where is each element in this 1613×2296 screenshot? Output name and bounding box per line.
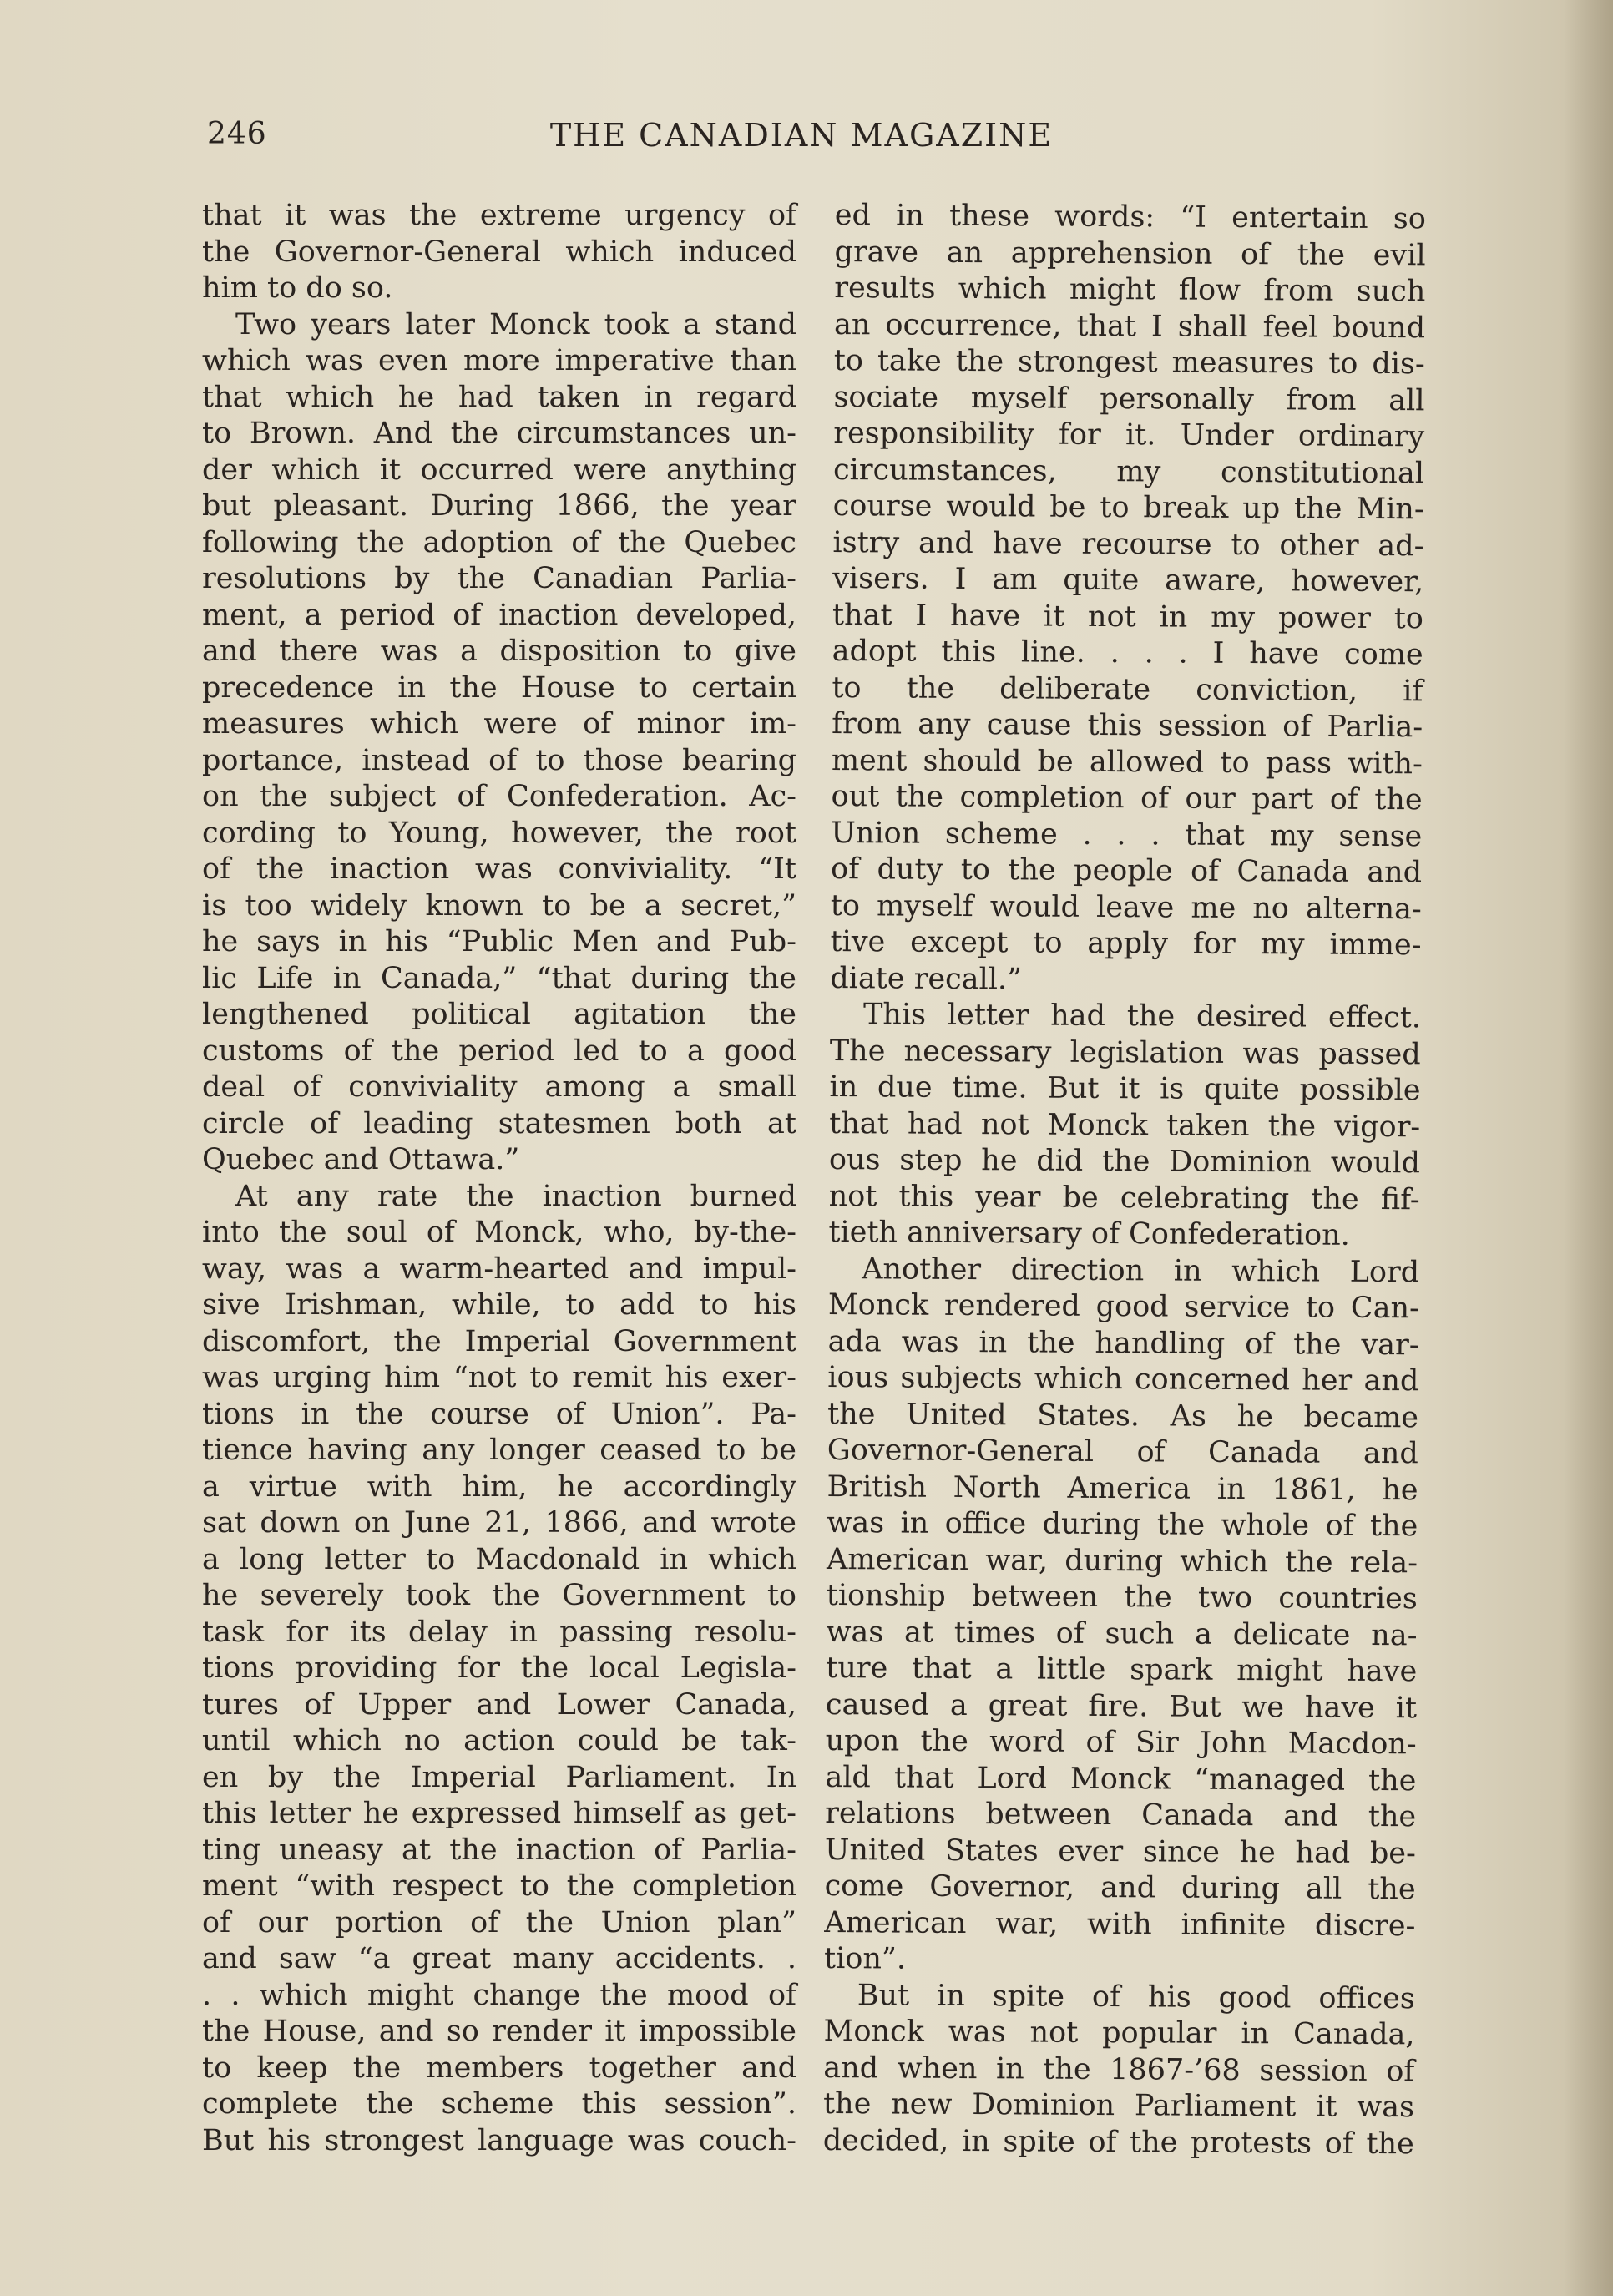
text-line: American war, with infinite discre- — [824, 1905, 1416, 1943]
text-line: and there was a disposition to give — [202, 635, 796, 668]
text-line: ment “with respect to the completion — [202, 1869, 796, 1903]
text-line: portance, instead of to those bearing — [202, 743, 796, 777]
text-line: but pleasant. During 1866, the year — [202, 489, 796, 523]
text-line: to keep the members together and — [202, 2051, 796, 2085]
text-line: lic Life in Canada,” “that during the — [202, 961, 796, 995]
text-line: ous step he did the Dominion would — [828, 1142, 1421, 1181]
text-line: upon the word of Sir John Macdon- — [825, 1723, 1417, 1762]
text-line: sive Irishman, while, to add to his — [202, 1288, 796, 1322]
text-line: complete the scheme this session”. — [202, 2087, 796, 2121]
text-line: was at times of such a delicate na- — [826, 1615, 1418, 1652]
text-line: that it was the extreme urgency of — [202, 199, 796, 232]
text-line: to the deliberate conviction, if — [832, 670, 1423, 708]
text-line: an occurrence, that I shall feel bound — [833, 307, 1426, 345]
text-line: the Governor-General which induced — [202, 235, 796, 269]
text-line: Two years later Monck took a stand — [235, 307, 796, 341]
text-line: is too widely known to be a secret,” — [202, 888, 796, 923]
text-line: relations between Canada and the — [825, 1796, 1417, 1834]
text-line: customs of the period led to a good — [202, 1034, 796, 1068]
left-text-column — [202, 198, 796, 2159]
text-line: Another direction in which Lord — [862, 1252, 1420, 1289]
text-line: At any rate the inaction burned — [235, 1179, 796, 1213]
text-line: this letter he expressed himself as get- — [202, 1797, 796, 1830]
text-line: But his strongest language was couch- — [202, 2123, 796, 2157]
text-line: which was even more imperative than — [202, 344, 796, 377]
text-line: course would be to break up the Min- — [832, 488, 1424, 527]
text-line: . . which might change the mood of — [202, 1978, 796, 2012]
text-line: into the soul of Monck, who, by-the- — [202, 1216, 796, 1249]
text-line: der which it occurred were anything — [202, 453, 796, 487]
text-line: Governor-General of Canada and — [827, 1433, 1418, 1471]
text-line: visers. I am quite aware, however, — [832, 561, 1424, 599]
text-line: to take the strongest measures to dis- — [833, 343, 1425, 382]
text-line: But in spite of his good offices — [857, 1978, 1415, 2015]
text-line: American war, during which the rela- — [826, 1542, 1418, 1580]
text-line: was urging him “not to remit his exer- — [202, 1361, 796, 1394]
text-line: tions in the course of Union”. Pa- — [202, 1397, 796, 1431]
text-line: out the completion of our part of the — [831, 779, 1423, 817]
text-line: tions providing for the local Legisla- — [202, 1651, 796, 1685]
text-line: of duty to the people of Canada and — [830, 852, 1423, 890]
text-line: Quebec and Ottawa.” — [202, 1143, 520, 1176]
text-line: to Brown. And the circumstances un- — [202, 417, 796, 450]
text-line: that which he had taken in regard — [202, 380, 796, 414]
text-line: British North America in 1861, he — [827, 1469, 1418, 1507]
text-line: precedence in the House to certain — [202, 670, 796, 705]
text-line: come Governor, and during all the — [824, 1869, 1416, 1907]
text-line: and when in the 1867-’68 session of — [823, 2051, 1415, 2088]
text-line: measures which were of minor im- — [202, 707, 796, 741]
text-line: Monck rendered good service to Can- — [827, 1287, 1420, 1326]
text-line: until which no action could be tak- — [202, 1724, 796, 1757]
text-line: cording to Young, however, the root — [202, 816, 796, 850]
text-line: following the adoption of the Quebec — [202, 525, 796, 559]
text-line: task for its delay in passing resolu- — [202, 1615, 796, 1649]
text-line: discomfort, the Imperial Government — [202, 1324, 796, 1358]
text-line: grave an apprehension of the evil — [834, 235, 1426, 272]
text-line: lengthened political agitation the — [202, 998, 796, 1031]
text-line: a virtue with him, he accordingly — [202, 1469, 796, 1504]
text-line: ald that Lord Monck “managed the — [825, 1760, 1417, 1798]
text-line: This letter had the desired effect. — [862, 998, 1422, 1035]
text-line: ious subjects which concerned her and — [827, 1360, 1419, 1398]
text-line: not this year be celebrating the fif- — [828, 1179, 1420, 1216]
text-line: was in office during the whole of the — [827, 1505, 1418, 1544]
running-title: THE CANADIAN MAGAZINE — [549, 117, 1054, 154]
text-line: sat down on June 21, 1866, and wrote — [202, 1506, 796, 1540]
text-line: of our portion of the Union plan” — [202, 1905, 796, 1939]
text-line: him to do so. — [202, 271, 393, 305]
text-line: istry and have recourse to other ad- — [832, 525, 1424, 563]
page-header — [0, 117, 1613, 167]
text-line: way, was a warm-hearted and impul- — [202, 1252, 796, 1286]
text-line: that I have it not in my power to — [832, 598, 1424, 635]
text-line: ture that a little spark might have — [826, 1651, 1418, 1689]
spine-shadow — [1563, 0, 1613, 2296]
text-line: tieth anniversary of Confederation. — [828, 1215, 1350, 1252]
text-line: circle of leading statesmen both at — [202, 1106, 796, 1140]
page-number: 246 — [207, 117, 267, 151]
text-line: ed in these words: “I entertain so — [834, 198, 1426, 236]
right-text-column — [823, 198, 1426, 2162]
text-line: ment should be allowed to pass with- — [831, 743, 1423, 781]
text-line: results which might flow from such — [834, 271, 1426, 309]
text-line: sociate myself personally from all — [833, 380, 1425, 417]
text-line: en by the Imperial Parliament. In — [202, 1760, 796, 1794]
text-line: Union scheme . . . that my sense — [831, 816, 1423, 853]
text-line: United States ever since he had be- — [824, 1833, 1417, 1870]
text-line: he says in his “Public Men and Pub- — [202, 925, 796, 958]
text-line: diate recall.” — [830, 961, 1023, 996]
text-line: circumstances, my constitutional — [832, 453, 1425, 490]
text-line: he severely took the Government to — [202, 1579, 796, 1612]
text-line: the new Dominion Parliament it was — [822, 2086, 1415, 2125]
text-line: and saw “a great many accidents. . — [202, 1942, 796, 1975]
text-line: adopt this line. . . . I have come — [832, 634, 1423, 672]
text-line: decided, in spite of the protests of the — [822, 2123, 1414, 2161]
text-line: in due time. But it is quite possible — [829, 1070, 1421, 1108]
text-line: on the subject of Confederation. Ac- — [202, 780, 796, 813]
text-line: responsibility for it. Under ordinary — [833, 416, 1425, 454]
text-line: from any cause this session of Parlia- — [832, 706, 1423, 745]
text-line: deal of conviviality among a small — [202, 1070, 796, 1104]
text-line: tionship between the two countries — [826, 1578, 1418, 1616]
text-line: tience having any longer ceased to be — [202, 1434, 796, 1467]
text-line: Monck was not popular in Canada, — [823, 2014, 1415, 2052]
text-line: to myself would leave me no alterna- — [830, 888, 1422, 926]
text-line: that had not Monck taken the vigor- — [829, 1106, 1421, 1144]
text-line: The necessary legislation was passed — [829, 1034, 1421, 1071]
text-line: ting uneasy at the inaction of Parlia- — [202, 1833, 796, 1867]
text-line: the House, and so render it impossible — [202, 2015, 796, 2048]
text-line: a long letter to Macdonald in which — [202, 1542, 796, 1576]
text-line: ment, a period of inaction developed, — [202, 598, 796, 632]
text-line: the United States. As he became — [827, 1397, 1419, 1434]
text-line: tures of Upper and Lower Canada, — [202, 1687, 796, 1722]
text-line: tive except to apply for my imme- — [830, 924, 1422, 963]
text-line: resolutions by the Canadian Parlia- — [202, 562, 796, 595]
text-line: tion”. — [823, 1941, 907, 1976]
text-line: ada was in the handling of the var- — [827, 1324, 1419, 1362]
text-line: caused a great fire. But we have it — [825, 1687, 1418, 1725]
text-line: of the inaction was conviviality. “It — [202, 852, 796, 886]
